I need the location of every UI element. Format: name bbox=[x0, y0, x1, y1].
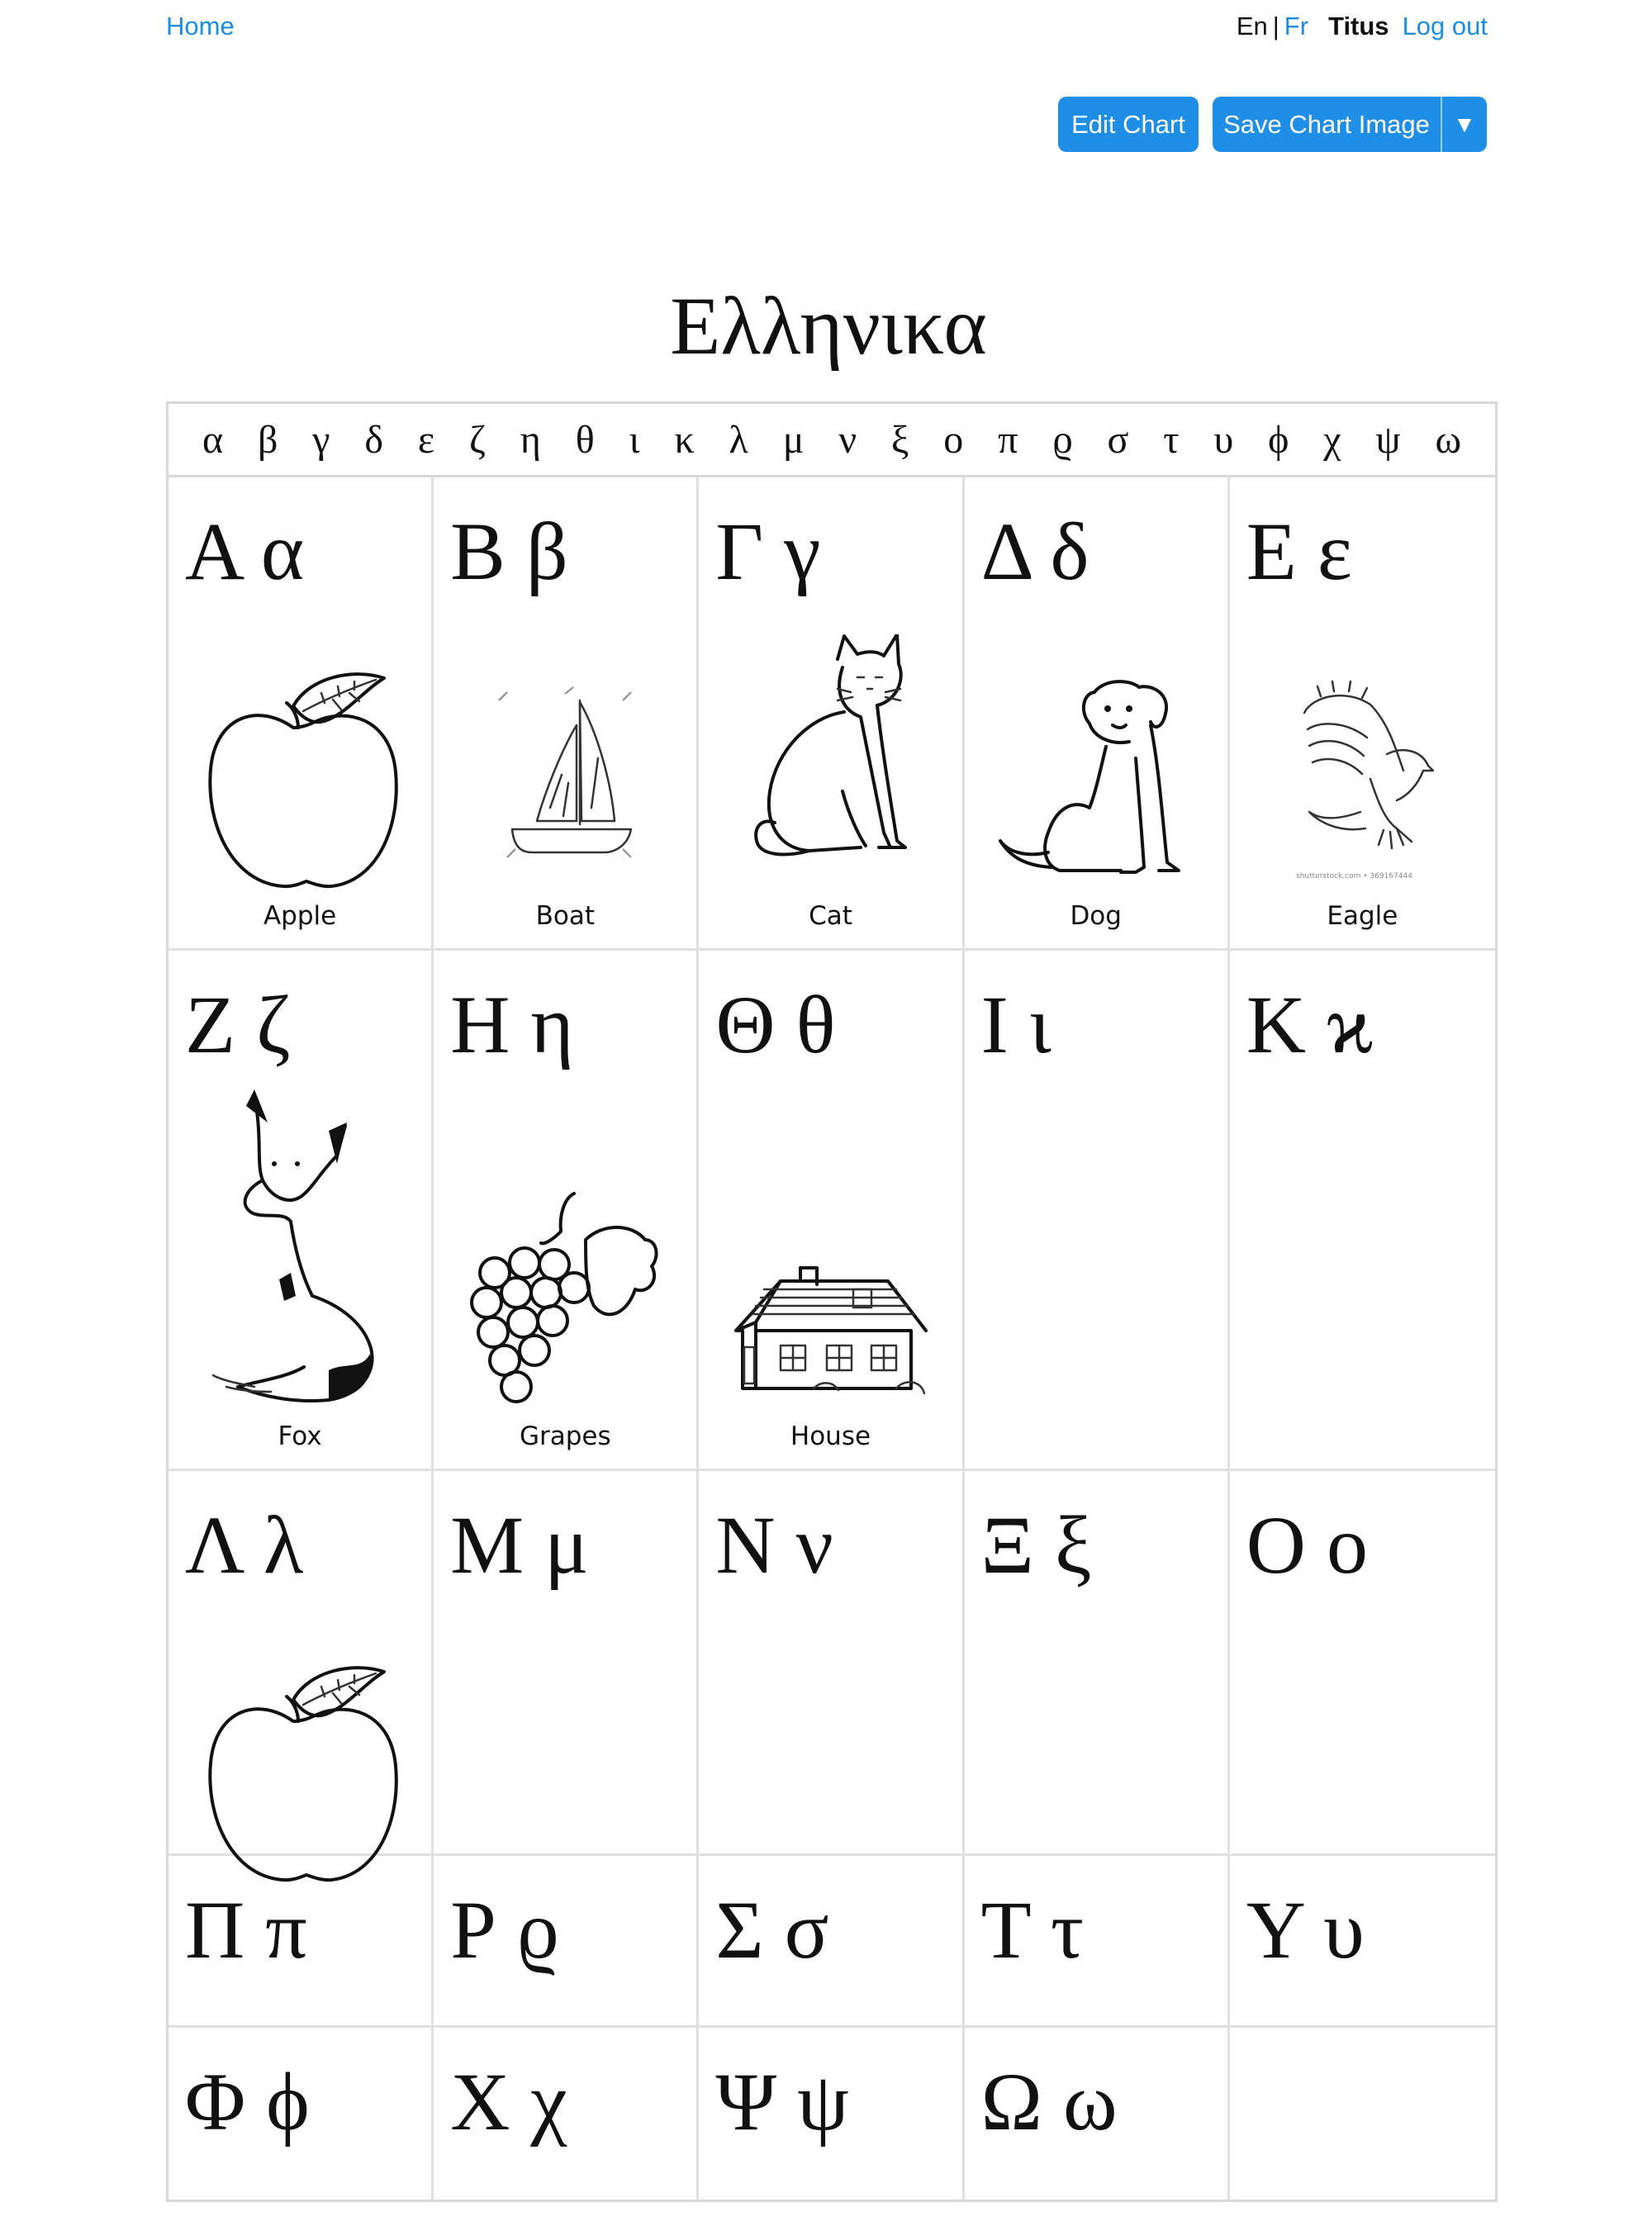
picture-caption: Apple bbox=[263, 901, 337, 931]
letter-cell[interactable] bbox=[1230, 2028, 1495, 2200]
apple-picture bbox=[201, 670, 399, 893]
letter-cell[interactable] bbox=[965, 951, 1230, 1471]
letter-pair: Φ ϕ bbox=[185, 2056, 310, 2147]
letter-pair: Ζ ζ bbox=[185, 979, 291, 1070]
letter-pair: Ω ω bbox=[980, 2056, 1118, 2147]
letter-pair: Χ χ bbox=[450, 2056, 567, 2147]
letter-cell[interactable] bbox=[434, 477, 699, 951]
strip-letter: ξ bbox=[890, 417, 909, 462]
letter-pair: Θ θ bbox=[715, 979, 836, 1070]
letter-pair: Υ υ bbox=[1246, 1884, 1365, 1976]
picture-caption: Boat bbox=[535, 901, 595, 931]
strip-letter: υ bbox=[1213, 417, 1234, 462]
picture-caption: Cat bbox=[809, 901, 852, 931]
letter-pair: Τ τ bbox=[980, 1884, 1085, 1976]
letter-pair: Γ γ bbox=[715, 505, 821, 597]
alphabet-chart bbox=[166, 401, 1498, 2202]
username: Titus bbox=[1328, 12, 1389, 40]
strip-letter: μ bbox=[782, 417, 805, 462]
strip-letter: λ bbox=[729, 417, 748, 462]
letter-pair: Ψ ψ bbox=[715, 2056, 849, 2147]
home-link[interactable]: Home bbox=[166, 12, 235, 40]
fox-picture bbox=[205, 1089, 395, 1403]
strip-letter: δ bbox=[364, 417, 384, 462]
chart-title: Ελληνικα bbox=[670, 280, 987, 372]
top-nav-right bbox=[1237, 12, 1488, 41]
letter-cell[interactable] bbox=[965, 2028, 1230, 2200]
strip-letter: σ bbox=[1107, 417, 1129, 462]
letter-cell[interactable] bbox=[434, 951, 699, 1471]
strip-letter: ω bbox=[1435, 417, 1462, 462]
strip-letter: ο bbox=[943, 417, 964, 462]
picture-caption: Grapes bbox=[519, 1421, 611, 1451]
letter-cell[interactable] bbox=[699, 1471, 964, 1856]
letter-grid bbox=[169, 477, 1495, 2200]
strip-letter: θ bbox=[575, 417, 595, 462]
strip-letter: κ bbox=[674, 417, 695, 462]
letter-cell[interactable] bbox=[1230, 1856, 1495, 2028]
strip-letter: η bbox=[520, 417, 541, 462]
picture-caption: Dog bbox=[1070, 901, 1122, 931]
letter-cell[interactable] bbox=[965, 1471, 1230, 1856]
grapes-picture bbox=[462, 1190, 668, 1405]
letter-cell[interactable] bbox=[169, 2028, 434, 2200]
dropdown-caret-icon[interactable]: ▼ bbox=[1441, 97, 1487, 152]
strip-letter: ζ bbox=[468, 417, 486, 462]
apple-picture bbox=[201, 1663, 399, 1886]
letter-pair: Λ λ bbox=[185, 1499, 304, 1591]
letter-cell[interactable] bbox=[699, 2028, 964, 2200]
letter-pair: Μ μ bbox=[450, 1499, 589, 1591]
letter-cell[interactable] bbox=[169, 477, 434, 951]
letter-pair: Ο ο bbox=[1246, 1499, 1369, 1591]
lang-separator: | bbox=[1272, 12, 1279, 40]
letter-cell[interactable] bbox=[434, 1471, 699, 1856]
logout-link[interactable]: Log out bbox=[1402, 12, 1488, 40]
letter-cell[interactable] bbox=[169, 1856, 434, 2028]
letter-cell[interactable] bbox=[169, 1471, 434, 1856]
strip-letter: ϱ bbox=[1052, 417, 1073, 462]
letter-cell[interactable] bbox=[1230, 477, 1495, 951]
strip-letter: ν bbox=[838, 417, 857, 462]
letter-pair: Σ σ bbox=[715, 1884, 829, 1976]
save-chart-image-button[interactable]: Save Chart Image bbox=[1223, 109, 1430, 139]
letter-cell[interactable] bbox=[1230, 1471, 1495, 1856]
letter-pair: Ι ι bbox=[980, 979, 1051, 1070]
save-chart-image-group bbox=[1213, 97, 1487, 152]
strip-letter: ε bbox=[417, 417, 435, 462]
picture-caption: House bbox=[790, 1421, 871, 1451]
letter-cell[interactable] bbox=[1230, 951, 1495, 1471]
eagle-picture bbox=[1288, 680, 1436, 886]
letter-cell[interactable] bbox=[699, 951, 964, 1471]
strip-letter: γ bbox=[312, 417, 330, 462]
letter-cell[interactable] bbox=[699, 477, 964, 951]
dog-picture bbox=[997, 676, 1195, 882]
cat-picture bbox=[752, 634, 909, 866]
letter-pair: Β β bbox=[450, 505, 568, 597]
lang-fr-link[interactable]: Fr bbox=[1284, 12, 1309, 40]
svg-text:shutterstock.com • 369167444: shutterstock.com • 369167444 bbox=[1296, 872, 1413, 880]
strip-letter: α bbox=[202, 417, 224, 462]
letter-cell[interactable] bbox=[434, 1856, 699, 2028]
house-picture bbox=[731, 1265, 929, 1405]
letter-pair: Ρ ϱ bbox=[450, 1884, 559, 1976]
lowercase-strip bbox=[169, 404, 1495, 477]
strip-letter: π bbox=[998, 417, 1018, 462]
strip-letter: β bbox=[257, 417, 278, 462]
picture-caption: Fox bbox=[278, 1421, 322, 1451]
strip-letter: ψ bbox=[1375, 417, 1401, 462]
strip-letter: τ bbox=[1163, 417, 1180, 462]
lang-en: En bbox=[1236, 12, 1268, 40]
letter-pair: Α α bbox=[185, 505, 305, 597]
letter-cell[interactable] bbox=[965, 477, 1230, 951]
edit-chart-button[interactable]: Edit Chart bbox=[1058, 97, 1199, 152]
letter-pair: Δ δ bbox=[980, 505, 1089, 597]
letter-pair: Π π bbox=[185, 1884, 307, 1976]
letter-cell[interactable] bbox=[965, 1856, 1230, 2028]
letter-pair: Η η bbox=[450, 979, 574, 1070]
letter-pair: Κ ϰ bbox=[1246, 979, 1374, 1070]
letter-cell[interactable] bbox=[169, 951, 434, 1471]
strip-letter: χ bbox=[1323, 417, 1341, 462]
strip-letter: ϕ bbox=[1268, 417, 1289, 462]
letter-cell[interactable] bbox=[699, 1856, 964, 2028]
letter-pair: Ν ν bbox=[715, 1499, 833, 1591]
letter-cell[interactable] bbox=[434, 2028, 699, 2200]
letter-pair: Ξ ξ bbox=[980, 1499, 1092, 1591]
letter-pair: Ε ε bbox=[1246, 505, 1352, 597]
boat-picture bbox=[482, 684, 648, 866]
picture-caption: Eagle bbox=[1327, 901, 1398, 931]
strip-letter: ι bbox=[629, 417, 640, 462]
